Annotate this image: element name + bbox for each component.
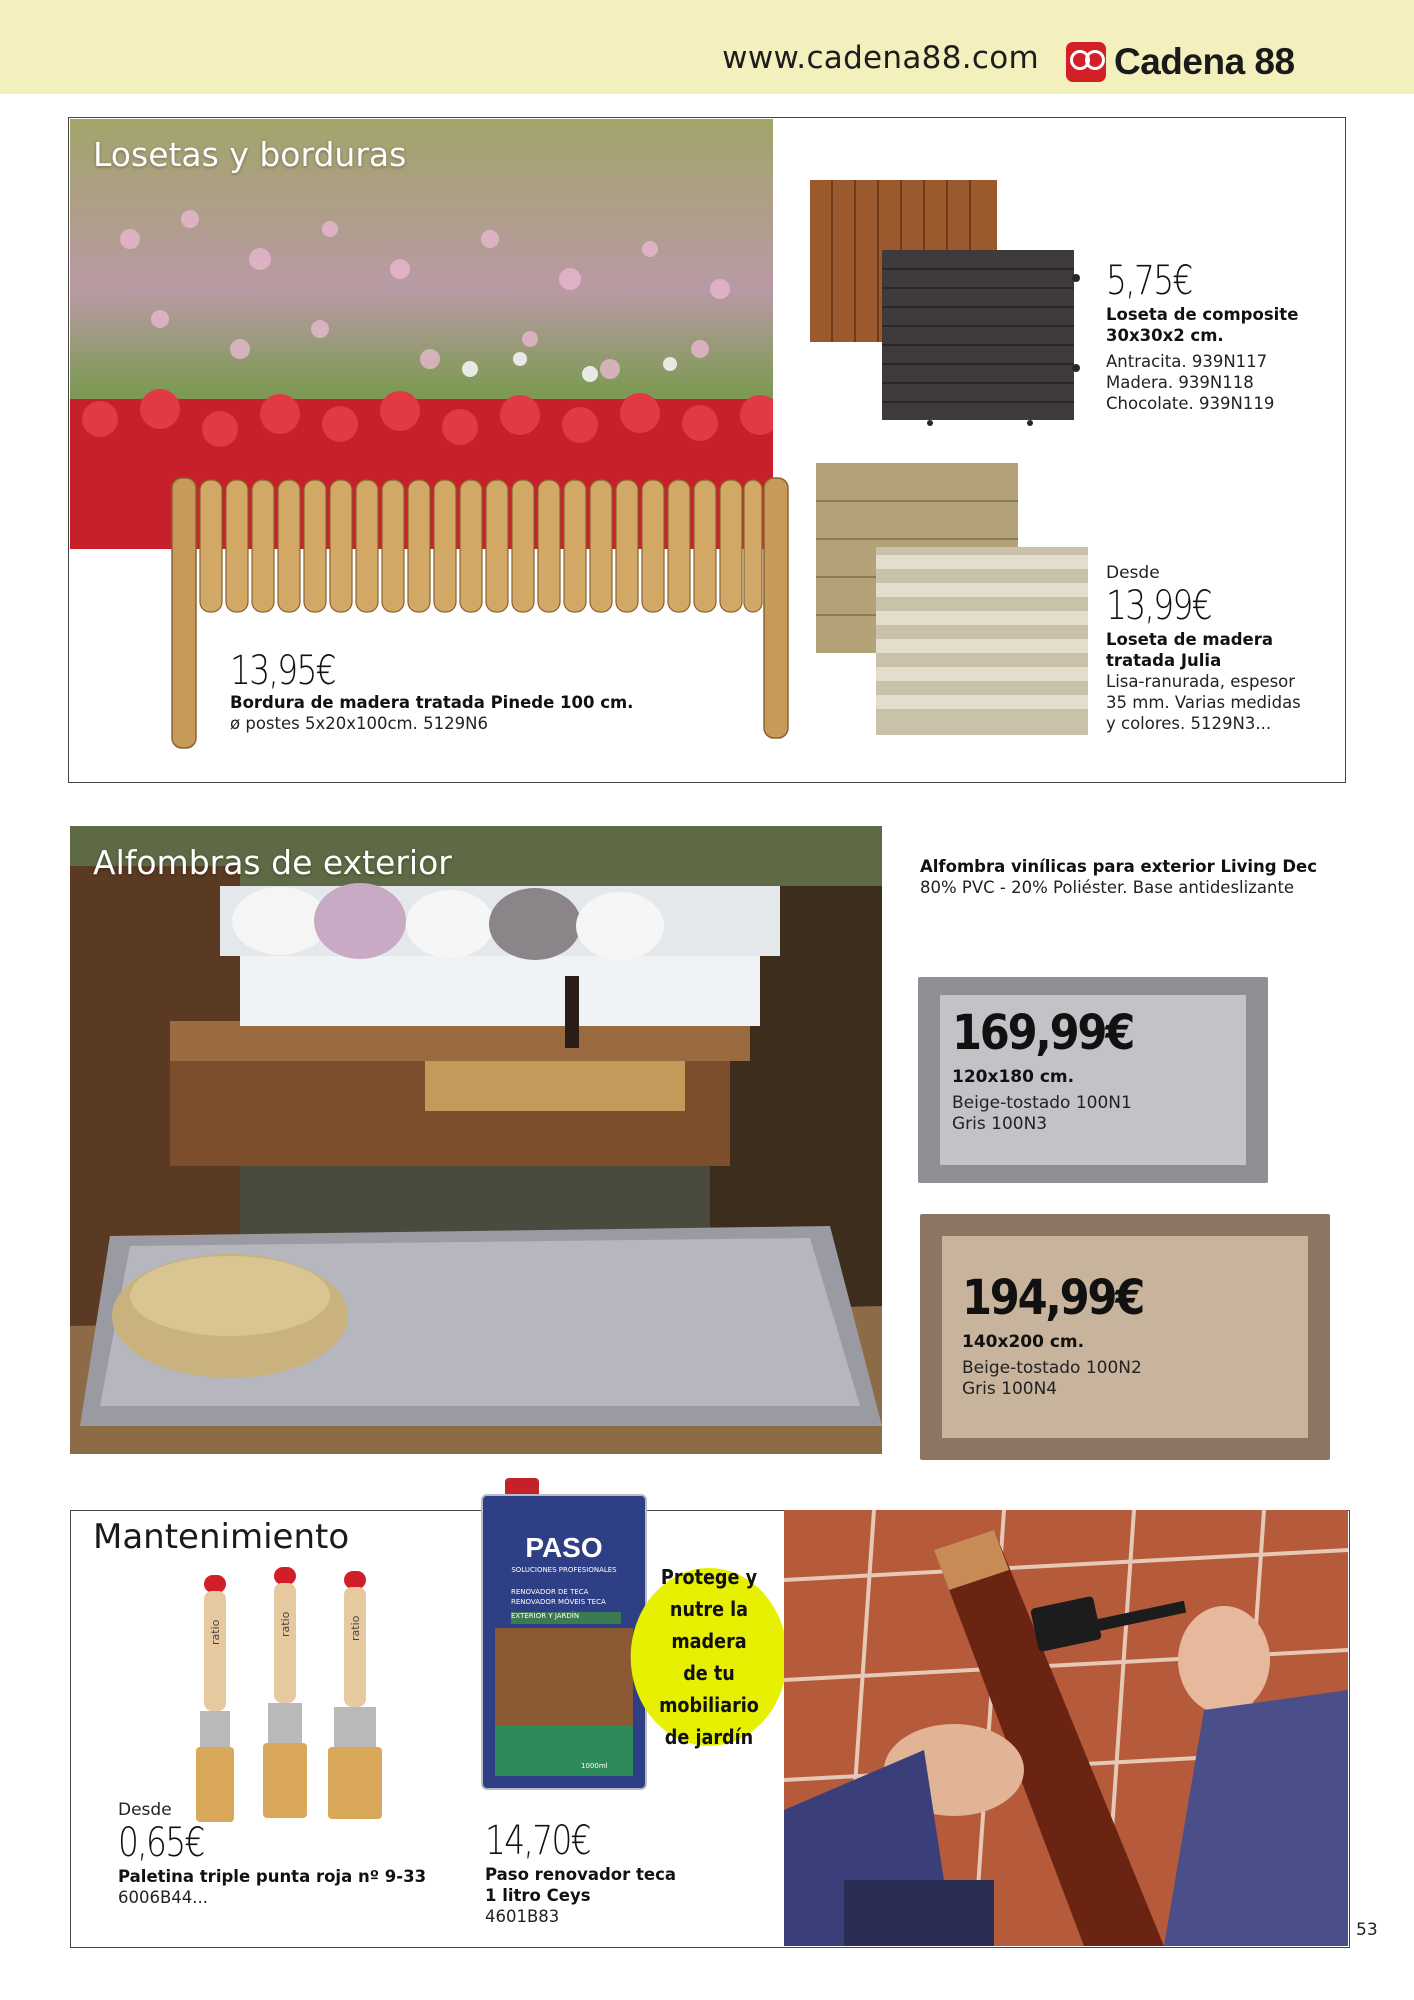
composite-variant: Madera. 939N118 (1106, 373, 1254, 392)
can-subtitle: SOLUCIONES PROFESIONALES (511, 1566, 617, 1574)
alfombras-heading: Alfombra vinílicas para exterior Living Dec (920, 857, 1317, 876)
badge-line: nutre la madera (669, 1597, 749, 1653)
can-brand: PASO (525, 1532, 603, 1563)
rug-small-variant: Gris 100N3 (952, 1114, 1048, 1134)
brush-brand-label: ratio (209, 1619, 222, 1645)
rug-large-variant: Gris 100N4 (962, 1379, 1058, 1399)
section-title-alfombras: Alfombras de exterior (93, 843, 452, 882)
paso-can-image (481, 1478, 647, 1790)
rug-small-size: 120x180 cm. (952, 1067, 1075, 1087)
can-label-bottom (495, 1726, 633, 1776)
website-url[interactable]: www.cadena88.com (722, 40, 1039, 76)
composite-variant: Antracita. 939N117 (1106, 352, 1268, 371)
julia-name-line2: tratada Julia (1106, 651, 1222, 670)
brush-brand-label: ratio (279, 1611, 292, 1637)
rug-large-price: 194,99€ (962, 1270, 1144, 1326)
can-line1: RENOVADOR DE TECA (511, 1588, 589, 1596)
rug-small-card (918, 977, 1268, 1183)
composite-product (1106, 258, 1336, 414)
paso-name-line1: Paso renovador teca (485, 1865, 677, 1884)
can-volume: 1000ml (581, 1762, 608, 1770)
rug-large-size: 140x200 cm. (962, 1332, 1085, 1352)
julia-desc-line: 35 mm. Varias medidas (1106, 693, 1301, 712)
promo-badge (631, 1565, 788, 1749)
alfombras-heading-block (920, 856, 1340, 898)
paso-price: 14,70€ (485, 1818, 590, 1864)
paletina-product (118, 1800, 478, 1908)
can-line2: RENOVADOR MÓVEIS TECA (511, 1598, 606, 1606)
paletina-from-label: Desde (118, 1800, 172, 1820)
can-line3: EXTERIOR Y JARDÍN (511, 1612, 621, 1624)
rug-small-text (952, 1005, 1252, 1135)
bordura-price: 13,95€ (230, 648, 335, 694)
julia-name-line1: Loseta de madera (1106, 630, 1273, 649)
badge-line: de jardín (664, 1725, 754, 1749)
composite-price: 5,75€ (1106, 258, 1192, 304)
bordura-name: Bordura de madera tratada Pinede 100 cm. (230, 693, 634, 712)
can-label-photo (495, 1628, 633, 1726)
paso-product (485, 1818, 785, 1927)
alfombras-subheading: 80% PVC - 20% Poliéster. Base antideslizante (920, 878, 1295, 897)
bordura-product (230, 648, 650, 734)
composite-tiles-image (810, 178, 1080, 426)
rug-small-price: 169,99€ (952, 1005, 1134, 1061)
paletina-code: 6006B44... (118, 1888, 209, 1907)
julia-product (1106, 563, 1346, 734)
brand-logo[interactable] (1066, 40, 1295, 84)
rug-large-variant: Beige-tostado 100N2 (962, 1358, 1142, 1378)
wood-tiles-image (816, 463, 1091, 739)
paso-name-line2: 1 litro Ceys (485, 1886, 591, 1905)
julia-from-label: Desde (1106, 563, 1160, 583)
composite-name-line1: Loseta de composite (1106, 305, 1299, 324)
julia-desc-line: y colores. 5129N3... (1106, 714, 1272, 733)
section-title-mantenimiento: Mantenimiento (93, 1517, 350, 1557)
badge-line: de tu mobiliario (659, 1661, 759, 1717)
painting-wood-photo (784, 1510, 1348, 1946)
brand-name: Cadena 88 (1114, 41, 1295, 82)
paletina-price: 0,65€ (118, 1820, 204, 1866)
paintbrushes-image (190, 1565, 410, 1835)
bordura-desc: ø postes 5x20x100cm. 5129N6 (230, 714, 488, 733)
section-title-losetas: Losetas y borduras (93, 135, 407, 174)
paso-code: 4601B83 (485, 1907, 560, 1926)
cadena88-logo-icon (1066, 42, 1106, 82)
julia-desc-line: Lisa-ranurada, espesor (1106, 672, 1296, 691)
paletina-name: Paletina triple punta roja nº 9-33 (118, 1867, 427, 1886)
rug-large-text (962, 1270, 1292, 1400)
rug-small-variant: Beige-tostado 100N1 (952, 1093, 1132, 1113)
composite-variant: Chocolate. 939N119 (1106, 394, 1275, 413)
julia-price: 13,99€ (1106, 583, 1211, 629)
patio-rug-photo (70, 826, 882, 1454)
page-number: 53 (1356, 1920, 1378, 1940)
badge-line: Protege y (660, 1565, 758, 1589)
composite-name-line2: 30x30x2 cm. (1106, 326, 1224, 345)
brush-brand-label: ratio (349, 1615, 362, 1641)
rug-large-card (920, 1214, 1330, 1460)
